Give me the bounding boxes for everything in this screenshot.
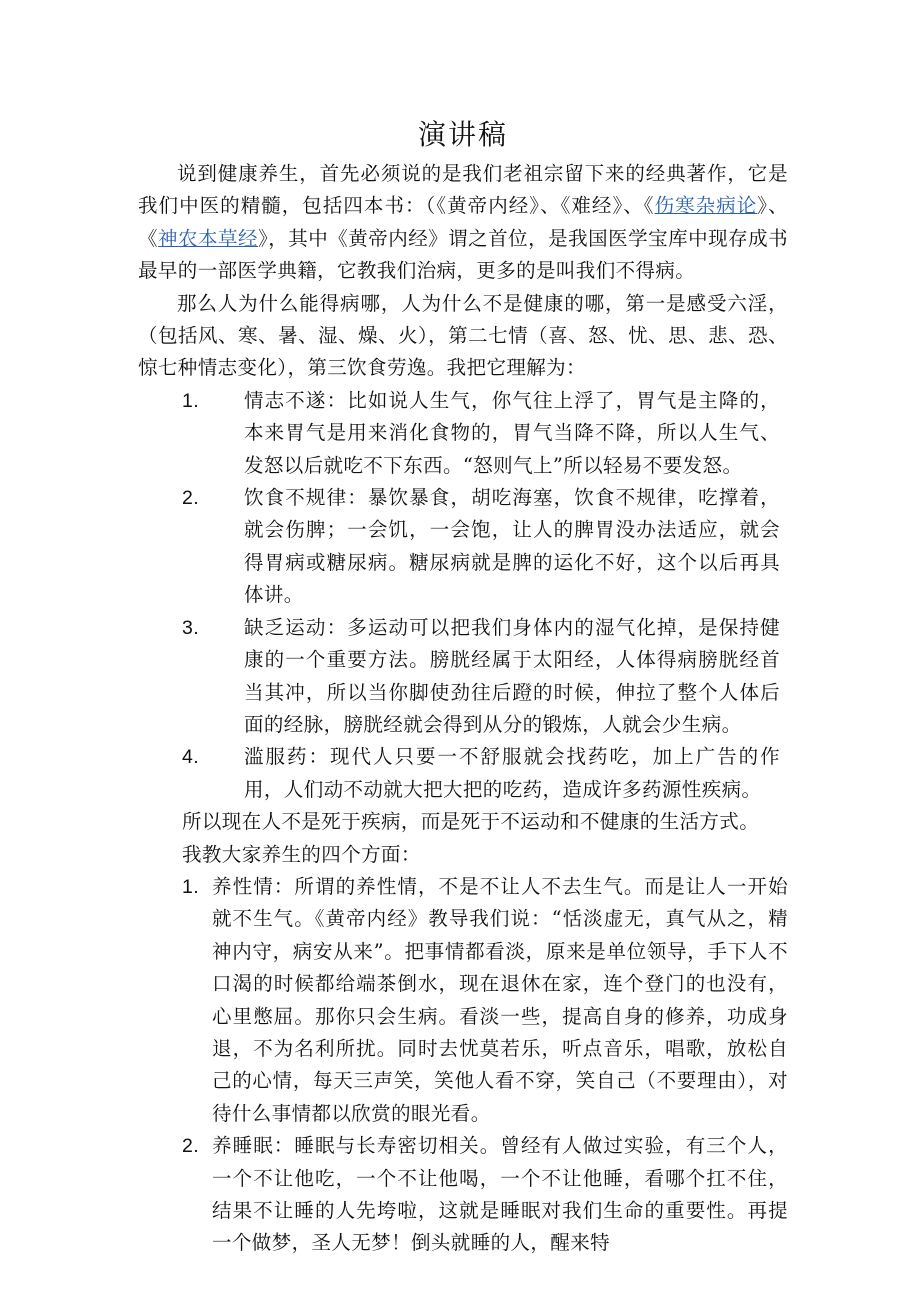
list-item-text: 饮食不规律：暴饮暴食，胡吃海塞，饮食不规律，吃撑着，就会伤脾；一会饥，一会饱，让人的脾胃没办法适应，就会得胃病或糖尿病。糖尿病就是脾的运化不好，这个以后再具体讲。 bbox=[244, 486, 780, 607]
causes-paragraph: 那么人为什么能得病哪，人为什么不是健康的哪，第一是感受六淫，（包括风、寒、暑、湿、燥、火），第二七情（喜、怒、忧、思、悲、恐、惊七种情志变化），第三饮食劳逸。我把它理解为： bbox=[138, 291, 788, 380]
aspects-intro-line: 我教大家养生的四个方面： bbox=[182, 842, 421, 866]
intro-text-1: 说到健康养生，首先必须说的是我们老祖宗留下来的经典著作，它是我们中医的精髓，包括四本书：（《黄帝内经》、《难经》、《 bbox=[138, 162, 788, 218]
list-number: 3. bbox=[182, 616, 200, 639]
document-page bbox=[138, 112, 788, 1260]
list-item bbox=[138, 871, 788, 1130]
list-item bbox=[138, 482, 780, 612]
list-number: 1. bbox=[182, 875, 200, 898]
list-item-text: 情志不遂：比如说人生气，你气往上浮了，胃气是主降的，本来胃气是用来消化食物的，胃气当降不降，所以人生气、发怒以后就吃不下东西。“怒则气上”所以轻易不要发怒。 bbox=[244, 388, 780, 477]
list-item-text: 养性情：所谓的养性情，不是不让人不去生气。而是让人一开始就不生气。《黄帝内经》教导我们说：“恬淡虚无，真气从之，精神内守，病安从来”。把事情都看淡，原来是单位领导，手下人不口渴的时候都给端茶倒水，现在退休在家，连个登门的也没有，心里憋屈。那你只会生病。看淡一些，提高自身的修养，功成身退，不为名利所扰。同时去忧莫若乐，听点音乐，唱歌，放松自己的心情，每天三声笑，笑他人看不穿，笑自己（不要理由），对待什么事情都以欣赏的眼光看。 bbox=[212, 874, 788, 1125]
list-item-text: 滥服药：现代人只要一不舒服就会找药吃，加上广告的作用，人们动不动就大把大把的吃药，造成许多药源性疾病。 bbox=[244, 745, 780, 801]
link-shanghan-zabing-lun[interactable]: 伤寒杂病论 bbox=[654, 194, 758, 218]
list-number: 4. bbox=[182, 746, 200, 769]
list-item bbox=[138, 385, 780, 482]
aspects-list bbox=[138, 871, 788, 1260]
list-item bbox=[138, 612, 780, 742]
list-number: 2. bbox=[182, 1135, 200, 1158]
causes-list bbox=[138, 385, 788, 806]
document-title: 演讲稿 bbox=[417, 118, 508, 151]
list-item-text: 缺乏运动：多运动可以把我们身体内的湿气化掉，是保持健康的一个重要方法。膀胱经属于太阳经，人体得病膀胱经首当其冲，所以当你脚使劲往后蹬的时候，伸拉了整个人体后面的经脉，膀胱经就会得到从分的锻炼，人就会少生病。 bbox=[244, 615, 780, 736]
list-number: 1. bbox=[182, 389, 200, 412]
intro-text-2: 》、《 bbox=[138, 194, 788, 250]
intro-paragraph bbox=[138, 158, 788, 288]
conclusion-line: 所以现在人不是死于疾病，而是死于不运动和不健康的生活方式。 bbox=[182, 810, 760, 834]
link-shennong-bencao-jing[interactable]: 神农本草经 bbox=[158, 226, 258, 250]
intro-text-3: 》，其中《黄帝内经》谓之首位，是我国医学宝库中现存成书最早的一部医学典籍，它教我们治病，更多的是叫我们不得病。 bbox=[138, 226, 788, 283]
list-item bbox=[138, 741, 780, 806]
list-item-text: 养睡眠：睡眠与长寿密切相关。曾经有人做过实验，有三个人，一个不让他吃，一个不让他喝，一个不让他睡，看哪个扛不住，结果不让睡的人先垮啦，这就是睡眠对我们生命的重要性。再提一个做梦，圣人无梦！倒头就睡的人，醒来特 bbox=[212, 1134, 788, 1255]
list-number: 2. bbox=[182, 487, 200, 510]
list-item bbox=[138, 1130, 788, 1260]
